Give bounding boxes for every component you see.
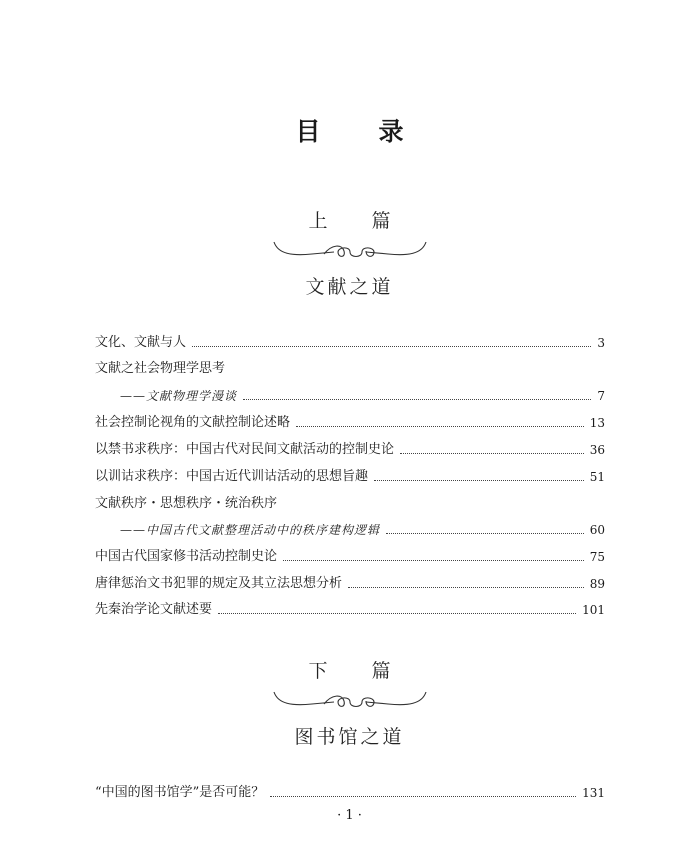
- leader-dots: [283, 560, 584, 561]
- page-number: · 1 ·: [337, 808, 362, 823]
- toc-entry-page: 7: [597, 389, 605, 403]
- part-subtitle-upper: 文献之道: [305, 276, 394, 298]
- toc-entry[interactable]: [95, 597, 605, 619]
- toc-entry-page: 36: [589, 443, 605, 457]
- leader-dots: [386, 533, 584, 534]
- toc-entry-title: 社会控制论视角的文献控制论述略: [95, 415, 291, 430]
- toc-subentry[interactable]: [120, 383, 605, 405]
- toc-entry[interactable]: [95, 437, 605, 459]
- toc-entry[interactable]: [95, 491, 605, 513]
- toc-entry[interactable]: [95, 356, 605, 378]
- toc-entry-title: 文化、文献与人: [95, 335, 187, 350]
- leader-dots: [374, 480, 584, 481]
- toc-entry-title: 以训诂求秩序：中国古近代训诂活动的思想旨趣: [95, 469, 369, 484]
- toc-entry-title: 先秦治学论文献述要: [95, 602, 213, 617]
- toc-entry-page: 60: [589, 523, 605, 537]
- part-subtitle-lower: 图书馆之道: [294, 726, 405, 748]
- toc-entry[interactable]: [95, 464, 605, 486]
- toc-entry-page: 51: [589, 470, 605, 484]
- toc-entry-title: 以禁书求秩序：中国古代对民间文献活动的控制史论: [95, 442, 395, 457]
- page-title: 目录: [295, 117, 462, 146]
- toc-entry-title: “中国的图书馆学”是否可能？: [95, 785, 265, 800]
- toc-entry-page: 13: [589, 416, 605, 430]
- toc-entry-page: 101: [582, 603, 605, 617]
- leader-dots: [296, 426, 584, 427]
- leader-dots: [348, 587, 584, 588]
- leader-dots: [192, 346, 591, 347]
- toc-entry-page: 3: [597, 336, 605, 350]
- ornament-divider-icon: [272, 688, 428, 712]
- ornament-divider-icon: [272, 238, 428, 262]
- toc-entry-title: 中国古代国家修书活动控制史论: [95, 549, 278, 564]
- toc-entry[interactable]: [95, 780, 605, 802]
- leader-dots: [243, 399, 591, 400]
- toc-entry-title: 文献秩序・思想秩序・统治秩序: [95, 496, 278, 511]
- toc-subentry-title: ——中国古代文献整理活动中的秩序建构逻辑: [120, 523, 381, 537]
- toc-entry-title: 文献之社会物理学思考: [95, 361, 226, 376]
- part-label-upper: 上篇: [308, 210, 435, 232]
- toc-entry-title: 唐律惩治文书犯罪的规定及其立法思想分析: [95, 576, 343, 591]
- toc-entry[interactable]: [95, 410, 605, 432]
- toc-entry[interactable]: [95, 571, 605, 593]
- toc-subentry[interactable]: [120, 517, 605, 539]
- leader-dots: [270, 796, 576, 797]
- leader-dots: [400, 453, 584, 454]
- toc-entry[interactable]: [95, 330, 605, 352]
- toc-entry[interactable]: [95, 544, 605, 566]
- part-label-lower: 下篇: [308, 660, 435, 682]
- toc-subentry-title: ——文献物理学漫谈: [120, 389, 238, 403]
- toc-entry-page: 89: [589, 577, 605, 591]
- leader-dots: [218, 613, 576, 614]
- toc-entry-page: 131: [582, 786, 605, 800]
- toc-entry-page: 75: [589, 550, 605, 564]
